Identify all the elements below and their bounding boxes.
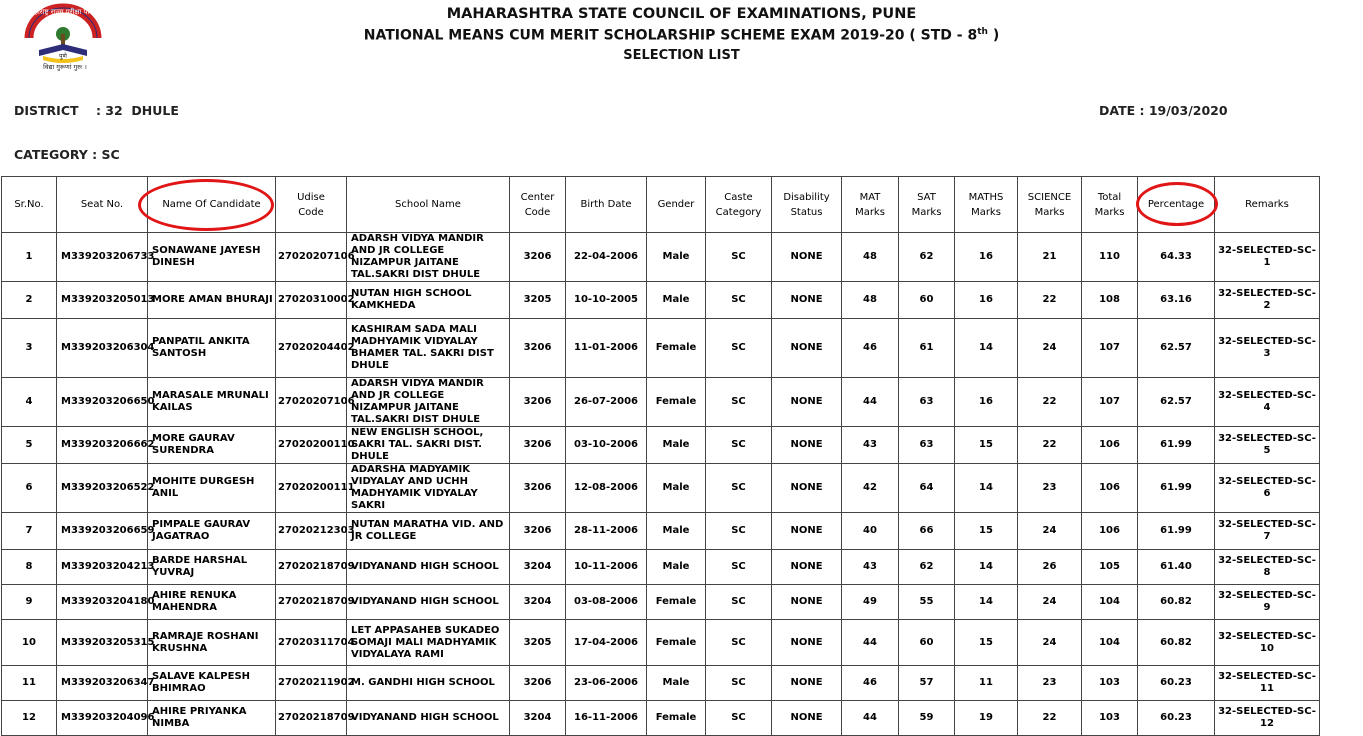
cell-seat-no: M339203206662	[57, 427, 148, 464]
cell-remarks: 32-SELECTED-SC-9	[1215, 585, 1320, 620]
cell-maths-marks: 14	[955, 464, 1018, 513]
cell-percentage: 61.40	[1138, 550, 1215, 585]
cell-sat-marks: 63	[899, 427, 955, 464]
cell-udise-code: 27020200111	[276, 464, 347, 513]
cell-disability-status: NONE	[772, 378, 842, 427]
logo-ribbon-text: पुणे	[59, 53, 67, 60]
cell-science-marks: 21	[1018, 233, 1082, 282]
header-title-selection: SELECTION LIST	[623, 48, 740, 63]
table-row	[2, 550, 1320, 585]
cell-sr-no: 4	[2, 378, 57, 427]
cell-birth-date: 28-11-2006	[566, 513, 647, 550]
table-row	[2, 666, 1320, 701]
cell-percentage: 61.99	[1138, 513, 1215, 550]
cell-sr-no: 6	[2, 464, 57, 513]
table-row	[2, 282, 1320, 319]
table-row	[2, 585, 1320, 620]
cell-remarks: 32-SELECTED-SC-6	[1215, 464, 1320, 513]
cell-sr-no: 8	[2, 550, 57, 585]
cell-sr-no: 11	[2, 666, 57, 701]
cell-caste-category: SC	[706, 666, 772, 701]
cell-candidate-name: MORE AMAN BHURAJI	[148, 282, 276, 319]
cell-maths-marks: 15	[955, 620, 1018, 666]
cell-mat-marks: 49	[842, 585, 899, 620]
cell-remarks: 32-SELECTED-SC-5	[1215, 427, 1320, 464]
cell-school-name: VIDYANAND HIGH SCHOOL	[347, 701, 510, 736]
cell-disability-status: NONE	[772, 464, 842, 513]
cell-candidate-name: PIMPALE GAURAV JAGATRAO	[148, 513, 276, 550]
cell-birth-date: 03-10-2006	[566, 427, 647, 464]
cell-mat-marks: 46	[842, 319, 899, 378]
cell-birth-date: 22-04-2006	[566, 233, 647, 282]
cell-candidate-name: SALAVE KALPESH BHIMRAO	[148, 666, 276, 701]
cell-total-marks: 106	[1082, 513, 1138, 550]
cell-sat-marks: 66	[899, 513, 955, 550]
cell-center-code: 3206	[510, 666, 566, 701]
cell-sat-marks: 59	[899, 701, 955, 736]
table-row	[2, 701, 1320, 736]
cell-total-marks: 105	[1082, 550, 1138, 585]
header-title-council: MAHARASHTRA STATE COUNCIL OF EXAMINATIONS, PUNE	[446, 6, 917, 22]
header-seat-no: Seat No.	[57, 177, 148, 233]
cell-caste-category: SC	[706, 282, 772, 319]
cell-candidate-name: MORE GAURAV SURENDRA	[148, 427, 276, 464]
cell-sat-marks: 60	[899, 620, 955, 666]
header-gender: Gender	[647, 177, 706, 233]
cell-total-marks: 110	[1082, 233, 1138, 282]
cell-maths-marks: 11	[955, 666, 1018, 701]
cell-total-marks: 103	[1082, 666, 1138, 701]
table-row	[2, 233, 1320, 282]
cell-maths-marks: 14	[955, 585, 1018, 620]
cell-maths-marks: 15	[955, 513, 1018, 550]
cell-sat-marks: 61	[899, 319, 955, 378]
cell-disability-status: NONE	[772, 233, 842, 282]
cell-science-marks: 23	[1018, 666, 1082, 701]
header-mat-marks: MAT Marks	[842, 177, 899, 233]
cell-caste-category: SC	[706, 701, 772, 736]
selection-table	[1, 176, 1320, 736]
cell-caste-category: SC	[706, 464, 772, 513]
cell-center-code: 3206	[510, 378, 566, 427]
cell-birth-date: 26-07-2006	[566, 378, 647, 427]
header-percentage: Percentage	[1138, 177, 1215, 233]
cell-remarks: 32-SELECTED-SC-12	[1215, 701, 1320, 736]
cell-sr-no: 7	[2, 513, 57, 550]
cell-disability-status: NONE	[772, 620, 842, 666]
cell-center-code: 3205	[510, 282, 566, 319]
cell-seat-no: M339203205013	[57, 282, 148, 319]
cell-total-marks: 104	[1082, 585, 1138, 620]
cell-disability-status: NONE	[772, 550, 842, 585]
cell-gender: Female	[647, 319, 706, 378]
cell-school-name: NEW ENGLISH SCHOOL, SAKRI TAL. SAKRI DIST. DHULE	[347, 427, 510, 464]
cell-udise-code: 27020310002	[276, 282, 347, 319]
cell-maths-marks: 19	[955, 701, 1018, 736]
cell-mat-marks: 44	[842, 620, 899, 666]
cell-school-name: VIDYANAND HIGH SCHOOL	[347, 585, 510, 620]
cell-birth-date: 16-11-2006	[566, 701, 647, 736]
cell-udise-code: 27020218709	[276, 585, 347, 620]
cell-gender: Male	[647, 282, 706, 319]
cell-seat-no: M339203204180	[57, 585, 148, 620]
cell-school-name: ADARSH VIDYA MANDIR AND JR COLLEGE NIZAMPUR JAITANE TAL.SAKRI DIST DHULE	[347, 233, 510, 282]
cell-seat-no: M339203206522	[57, 464, 148, 513]
cell-school-name: NUTAN HIGH SCHOOL KAMKHEDA	[347, 282, 510, 319]
cell-seat-no: M339203204096	[57, 701, 148, 736]
cell-gender: Female	[647, 620, 706, 666]
cell-birth-date: 10-11-2006	[566, 550, 647, 585]
header-udise-code: Udise Code	[276, 177, 347, 233]
cell-sr-no: 5	[2, 427, 57, 464]
cell-birth-date: 17-04-2006	[566, 620, 647, 666]
cell-seat-no: M339203206659	[57, 513, 148, 550]
cell-caste-category: SC	[706, 378, 772, 427]
table-body	[2, 233, 1320, 736]
cell-mat-marks: 42	[842, 464, 899, 513]
header-caste-category: Caste Category	[706, 177, 772, 233]
cell-center-code: 3205	[510, 620, 566, 666]
cell-birth-date: 12-08-2006	[566, 464, 647, 513]
category-label: CATEGORY : SC	[14, 147, 120, 162]
cell-percentage: 60.23	[1138, 701, 1215, 736]
cell-science-marks: 23	[1018, 464, 1082, 513]
cell-candidate-name: AHIRE RENUKA MAHENDRA	[148, 585, 276, 620]
cell-center-code: 3206	[510, 319, 566, 378]
cell-total-marks: 106	[1082, 427, 1138, 464]
cell-center-code: 3206	[510, 513, 566, 550]
cell-sr-no: 2	[2, 282, 57, 319]
cell-mat-marks: 46	[842, 666, 899, 701]
cell-gender: Male	[647, 513, 706, 550]
cell-disability-status: NONE	[772, 666, 842, 701]
cell-candidate-name: PANPATIL ANKITA SANTOSH	[148, 319, 276, 378]
table-row	[2, 464, 1320, 513]
cell-gender: Female	[647, 585, 706, 620]
cell-total-marks: 108	[1082, 282, 1138, 319]
header-science-marks: SCIENCE Marks	[1018, 177, 1082, 233]
cell-center-code: 3206	[510, 464, 566, 513]
cell-disability-status: NONE	[772, 513, 842, 550]
cell-candidate-name: BARDE HARSHAL YUVRAJ	[148, 550, 276, 585]
district-label: DISTRICT : 32 DHULE	[14, 103, 179, 118]
header-sat-marks: SAT Marks	[899, 177, 955, 233]
cell-caste-category: SC	[706, 233, 772, 282]
cell-mat-marks: 40	[842, 513, 899, 550]
table-header-row	[2, 177, 1320, 233]
cell-remarks: 32-SELECTED-SC-11	[1215, 666, 1320, 701]
cell-total-marks: 103	[1082, 701, 1138, 736]
table-row	[2, 620, 1320, 666]
cell-school-name: ADARSH VIDYA MANDIR AND JR COLLEGE NIZAMPUR JAITANE TAL.SAKRI DIST DHULE	[347, 378, 510, 427]
cell-seat-no: M339203206304	[57, 319, 148, 378]
cell-seat-no: M339203205315	[57, 620, 148, 666]
cell-percentage: 63.16	[1138, 282, 1215, 319]
cell-mat-marks: 44	[842, 701, 899, 736]
cell-school-name: NUTAN MARATHA VID. AND JR COLLEGE	[347, 513, 510, 550]
cell-science-marks: 26	[1018, 550, 1082, 585]
exam-title-text: NATIONAL MEANS CUM MERIT SCHOLARSHIP SCHEME EXAM 2019-20 ( STD - 8	[363, 27, 978, 44]
cell-remarks: 32-SELECTED-SC-2	[1215, 282, 1320, 319]
table-row	[2, 319, 1320, 378]
cell-mat-marks: 48	[842, 233, 899, 282]
cell-percentage: 64.33	[1138, 233, 1215, 282]
cell-science-marks: 22	[1018, 282, 1082, 319]
header-total-marks: Total Marks	[1082, 177, 1138, 233]
cell-maths-marks: 16	[955, 233, 1018, 282]
cell-percentage: 60.82	[1138, 620, 1215, 666]
cell-science-marks: 24	[1018, 319, 1082, 378]
cell-gender: Male	[647, 427, 706, 464]
exam-title-sup: th	[977, 27, 988, 37]
cell-disability-status: NONE	[772, 319, 842, 378]
cell-seat-no: M339203206650	[57, 378, 148, 427]
cell-percentage: 62.57	[1138, 378, 1215, 427]
header-sr-no: Sr.No.	[2, 177, 57, 233]
cell-birth-date: 03-08-2006	[566, 585, 647, 620]
cell-remarks: 32-SELECTED-SC-4	[1215, 378, 1320, 427]
cell-science-marks: 24	[1018, 513, 1082, 550]
cell-seat-no: M339203206347	[57, 666, 148, 701]
cell-school-name: KASHIRAM SADA MALI MADHYAMIK VIDYALAY BHAMER TAL. SAKRI DIST DHULE	[347, 319, 510, 378]
cell-udise-code: 27020204402	[276, 319, 347, 378]
cell-percentage: 61.99	[1138, 464, 1215, 513]
cell-caste-category: SC	[706, 620, 772, 666]
cell-sat-marks: 62	[899, 233, 955, 282]
cell-center-code: 3204	[510, 550, 566, 585]
cell-science-marks: 22	[1018, 701, 1082, 736]
cell-remarks: 32-SELECTED-SC-8	[1215, 550, 1320, 585]
cell-udise-code: 27020218709	[276, 701, 347, 736]
cell-school-name: VIDYANAND HIGH SCHOOL	[347, 550, 510, 585]
cell-sr-no: 12	[2, 701, 57, 736]
cell-caste-category: SC	[706, 319, 772, 378]
table-row	[2, 378, 1320, 427]
cell-sat-marks: 64	[899, 464, 955, 513]
cell-sat-marks: 62	[899, 550, 955, 585]
cell-percentage: 61.99	[1138, 427, 1215, 464]
cell-remarks: 32-SELECTED-SC-3	[1215, 319, 1320, 378]
cell-gender: Male	[647, 233, 706, 282]
cell-total-marks: 106	[1082, 464, 1138, 513]
header-center-code: Center Code	[510, 177, 566, 233]
table-row	[2, 427, 1320, 464]
cell-sat-marks: 57	[899, 666, 955, 701]
cell-sr-no: 10	[2, 620, 57, 666]
cell-disability-status: NONE	[772, 427, 842, 464]
cell-total-marks: 107	[1082, 319, 1138, 378]
cell-candidate-name: RAMRAJE ROSHANI KRUSHNA	[148, 620, 276, 666]
cell-birth-date: 23-06-2006	[566, 666, 647, 701]
cell-sr-no: 9	[2, 585, 57, 620]
cell-remarks: 32-SELECTED-SC-10	[1215, 620, 1320, 666]
cell-udise-code: 27020311704	[276, 620, 347, 666]
cell-gender: Male	[647, 550, 706, 585]
cell-percentage: 60.82	[1138, 585, 1215, 620]
cell-sr-no: 3	[2, 319, 57, 378]
cell-center-code: 3204	[510, 701, 566, 736]
header-maths-marks: MATHS Marks	[955, 177, 1018, 233]
table-row	[2, 513, 1320, 550]
cell-gender: Male	[647, 666, 706, 701]
cell-udise-code: 27020211902	[276, 666, 347, 701]
cell-gender: Female	[647, 701, 706, 736]
cell-science-marks: 24	[1018, 585, 1082, 620]
cell-caste-category: SC	[706, 550, 772, 585]
header-title-exam	[0, 27, 1363, 44]
cell-school-name: ADARSHA MADYAMIK VIDYALAY AND UCHH MADHYAMIK VIDYALAY SAKRI	[347, 464, 510, 513]
cell-candidate-name: SONAWANE JAYESH DINESH	[148, 233, 276, 282]
cell-sat-marks: 63	[899, 378, 955, 427]
cell-disability-status: NONE	[772, 282, 842, 319]
date-label: DATE : 19/03/2020	[1099, 103, 1228, 118]
cell-mat-marks: 43	[842, 427, 899, 464]
cell-total-marks: 104	[1082, 620, 1138, 666]
header-birth-date: Birth Date	[566, 177, 647, 233]
cell-gender: Male	[647, 464, 706, 513]
cell-maths-marks: 15	[955, 427, 1018, 464]
header-school-name: School Name	[347, 177, 510, 233]
cell-seat-no: M339203204213	[57, 550, 148, 585]
cell-remarks: 32-SELECTED-SC-1	[1215, 233, 1320, 282]
cell-center-code: 3206	[510, 427, 566, 464]
cell-caste-category: SC	[706, 585, 772, 620]
logo-motto: विद्या गुरूणां गुरुः ।	[43, 63, 87, 71]
cell-birth-date: 11-01-2006	[566, 319, 647, 378]
cell-maths-marks: 14	[955, 319, 1018, 378]
cell-maths-marks: 16	[955, 378, 1018, 427]
cell-caste-category: SC	[706, 427, 772, 464]
cell-candidate-name: MOHITE DURGESH ANIL	[148, 464, 276, 513]
cell-birth-date: 10-10-2005	[566, 282, 647, 319]
cell-seat-no: M339203206733	[57, 233, 148, 282]
cell-science-marks: 22	[1018, 378, 1082, 427]
cell-mat-marks: 44	[842, 378, 899, 427]
cell-udise-code: 27020200110	[276, 427, 347, 464]
cell-mat-marks: 48	[842, 282, 899, 319]
cell-total-marks: 107	[1082, 378, 1138, 427]
cell-science-marks: 24	[1018, 620, 1082, 666]
cell-mat-marks: 43	[842, 550, 899, 585]
cell-udise-code: 27020207106	[276, 378, 347, 427]
cell-candidate-name: AHIRE PRIYANKA NIMBA	[148, 701, 276, 736]
header-remarks: Remarks	[1215, 177, 1320, 233]
exam-title-close: )	[992, 27, 1000, 44]
cell-udise-code: 27020212303	[276, 513, 347, 550]
cell-udise-code: 27020207106	[276, 233, 347, 282]
cell-percentage: 62.57	[1138, 319, 1215, 378]
logo-top-text: महाराष्ट्र राज्य परीक्षा परिषद	[30, 8, 100, 16]
cell-udise-code: 27020218709	[276, 550, 347, 585]
cell-sr-no: 1	[2, 233, 57, 282]
cell-center-code: 3204	[510, 585, 566, 620]
cell-disability-status: NONE	[772, 585, 842, 620]
cell-caste-category: SC	[706, 513, 772, 550]
cell-school-name: LET APPASAHEB SUKADEO SOMAJI MALI MADHYAMIK VIDYALAYA RAMI	[347, 620, 510, 666]
cell-candidate-name: MARASALE MRUNALI KAILAS	[148, 378, 276, 427]
cell-sat-marks: 55	[899, 585, 955, 620]
cell-maths-marks: 16	[955, 282, 1018, 319]
cell-center-code: 3206	[510, 233, 566, 282]
header-disability-status: Disability Status	[772, 177, 842, 233]
header-candidate-name: Name Of Candidate	[148, 177, 276, 233]
cell-gender: Female	[647, 378, 706, 427]
cell-sat-marks: 60	[899, 282, 955, 319]
cell-science-marks: 22	[1018, 427, 1082, 464]
cell-school-name: M. GANDHI HIGH SCHOOL	[347, 666, 510, 701]
cell-remarks: 32-SELECTED-SC-7	[1215, 513, 1320, 550]
cell-percentage: 60.23	[1138, 666, 1215, 701]
cell-disability-status: NONE	[772, 701, 842, 736]
cell-maths-marks: 14	[955, 550, 1018, 585]
